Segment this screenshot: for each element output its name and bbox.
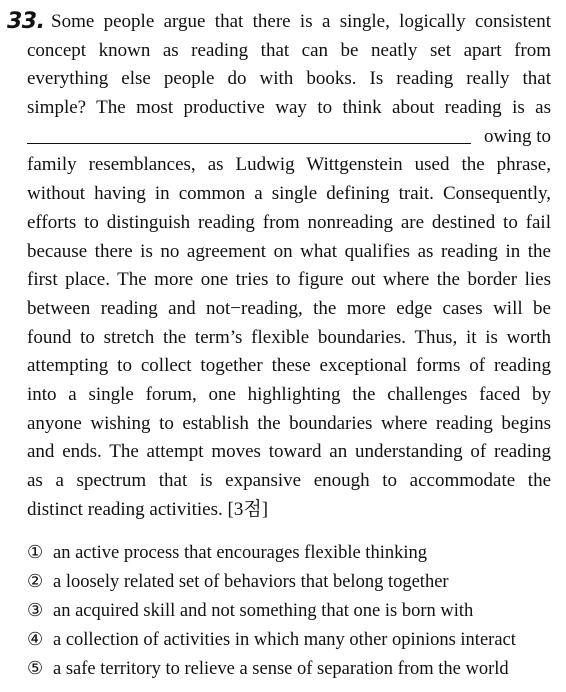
passage-line: family resemblances, as Ludwig Wittgenstein used the phrase, [27,154,551,176]
points-label: [3점] [227,498,269,520]
choice-4[interactable] [27,626,557,655]
choice-number: ③ [27,599,44,621]
question-number: 33. [7,9,45,34]
passage-line: attempting to collect together these exceptional forms of reading [27,355,551,377]
choice-3[interactable] [27,597,557,626]
choice-2[interactable] [27,568,557,597]
question-passage [27,8,551,524]
blank-line [27,123,551,152]
passage-line: between reading and not−reading, the more edge cases will be [27,297,551,319]
choice-text: an acquired skill and not something that one is born with [53,600,474,621]
passage-line: Some people argue that there is a single, logically consistent [51,11,551,32]
choice-text: a collection of activities in which many other opinions interact [53,629,516,650]
choice-number: ⑤ [27,657,44,679]
passage-line-text: distinct reading activities. [27,498,223,520]
passage-line: without having in common a single defining trait. Consequently, [27,183,551,205]
passage-line: as a spectrum that is expansive enough to accommodate the [27,470,551,491]
answer-blank [27,123,471,144]
choice-text: a safe territory to relieve a sense of separation from the world [53,658,509,679]
passage-line: into a single forum, one highlighting the challenges faced by [27,383,551,405]
passage-after-blank: owing to [483,125,551,147]
passage-last-line [27,496,551,525]
passage-line: found to stretch the term’s flexible boundaries. Thus, it is worth [27,326,551,348]
passage-line: simple? The most productive way to think about reading is as [27,97,551,119]
passage-line: concept known as reading that can be neatly set apart from [27,39,551,61]
choice-number: ① [27,542,44,563]
choice-1[interactable] [27,539,557,568]
choice-5[interactable] [27,655,557,684]
passage-line: first place. The more one tries to figure out where the border lies [27,269,551,291]
passage-line: efforts to distinguish reading from nonreading are destined to fail [27,211,551,233]
choice-text: a loosely related set of behaviors that belong together [53,571,449,592]
passage-line: everything else people do with books. Is reading really that [27,68,551,90]
choice-number: ② [27,570,44,592]
answer-choices [27,539,557,683]
passage-line: because there is no agreement on what qualifies as reading in the [27,240,551,262]
choice-text: an active process that encourages flexible thinking [53,543,427,563]
passage-line: and ends. The attempt moves toward an understanding of reading [27,441,551,463]
passage-line: anyone wishing to establish the boundaries where reading begins [27,412,551,434]
choice-number: ④ [27,628,44,650]
